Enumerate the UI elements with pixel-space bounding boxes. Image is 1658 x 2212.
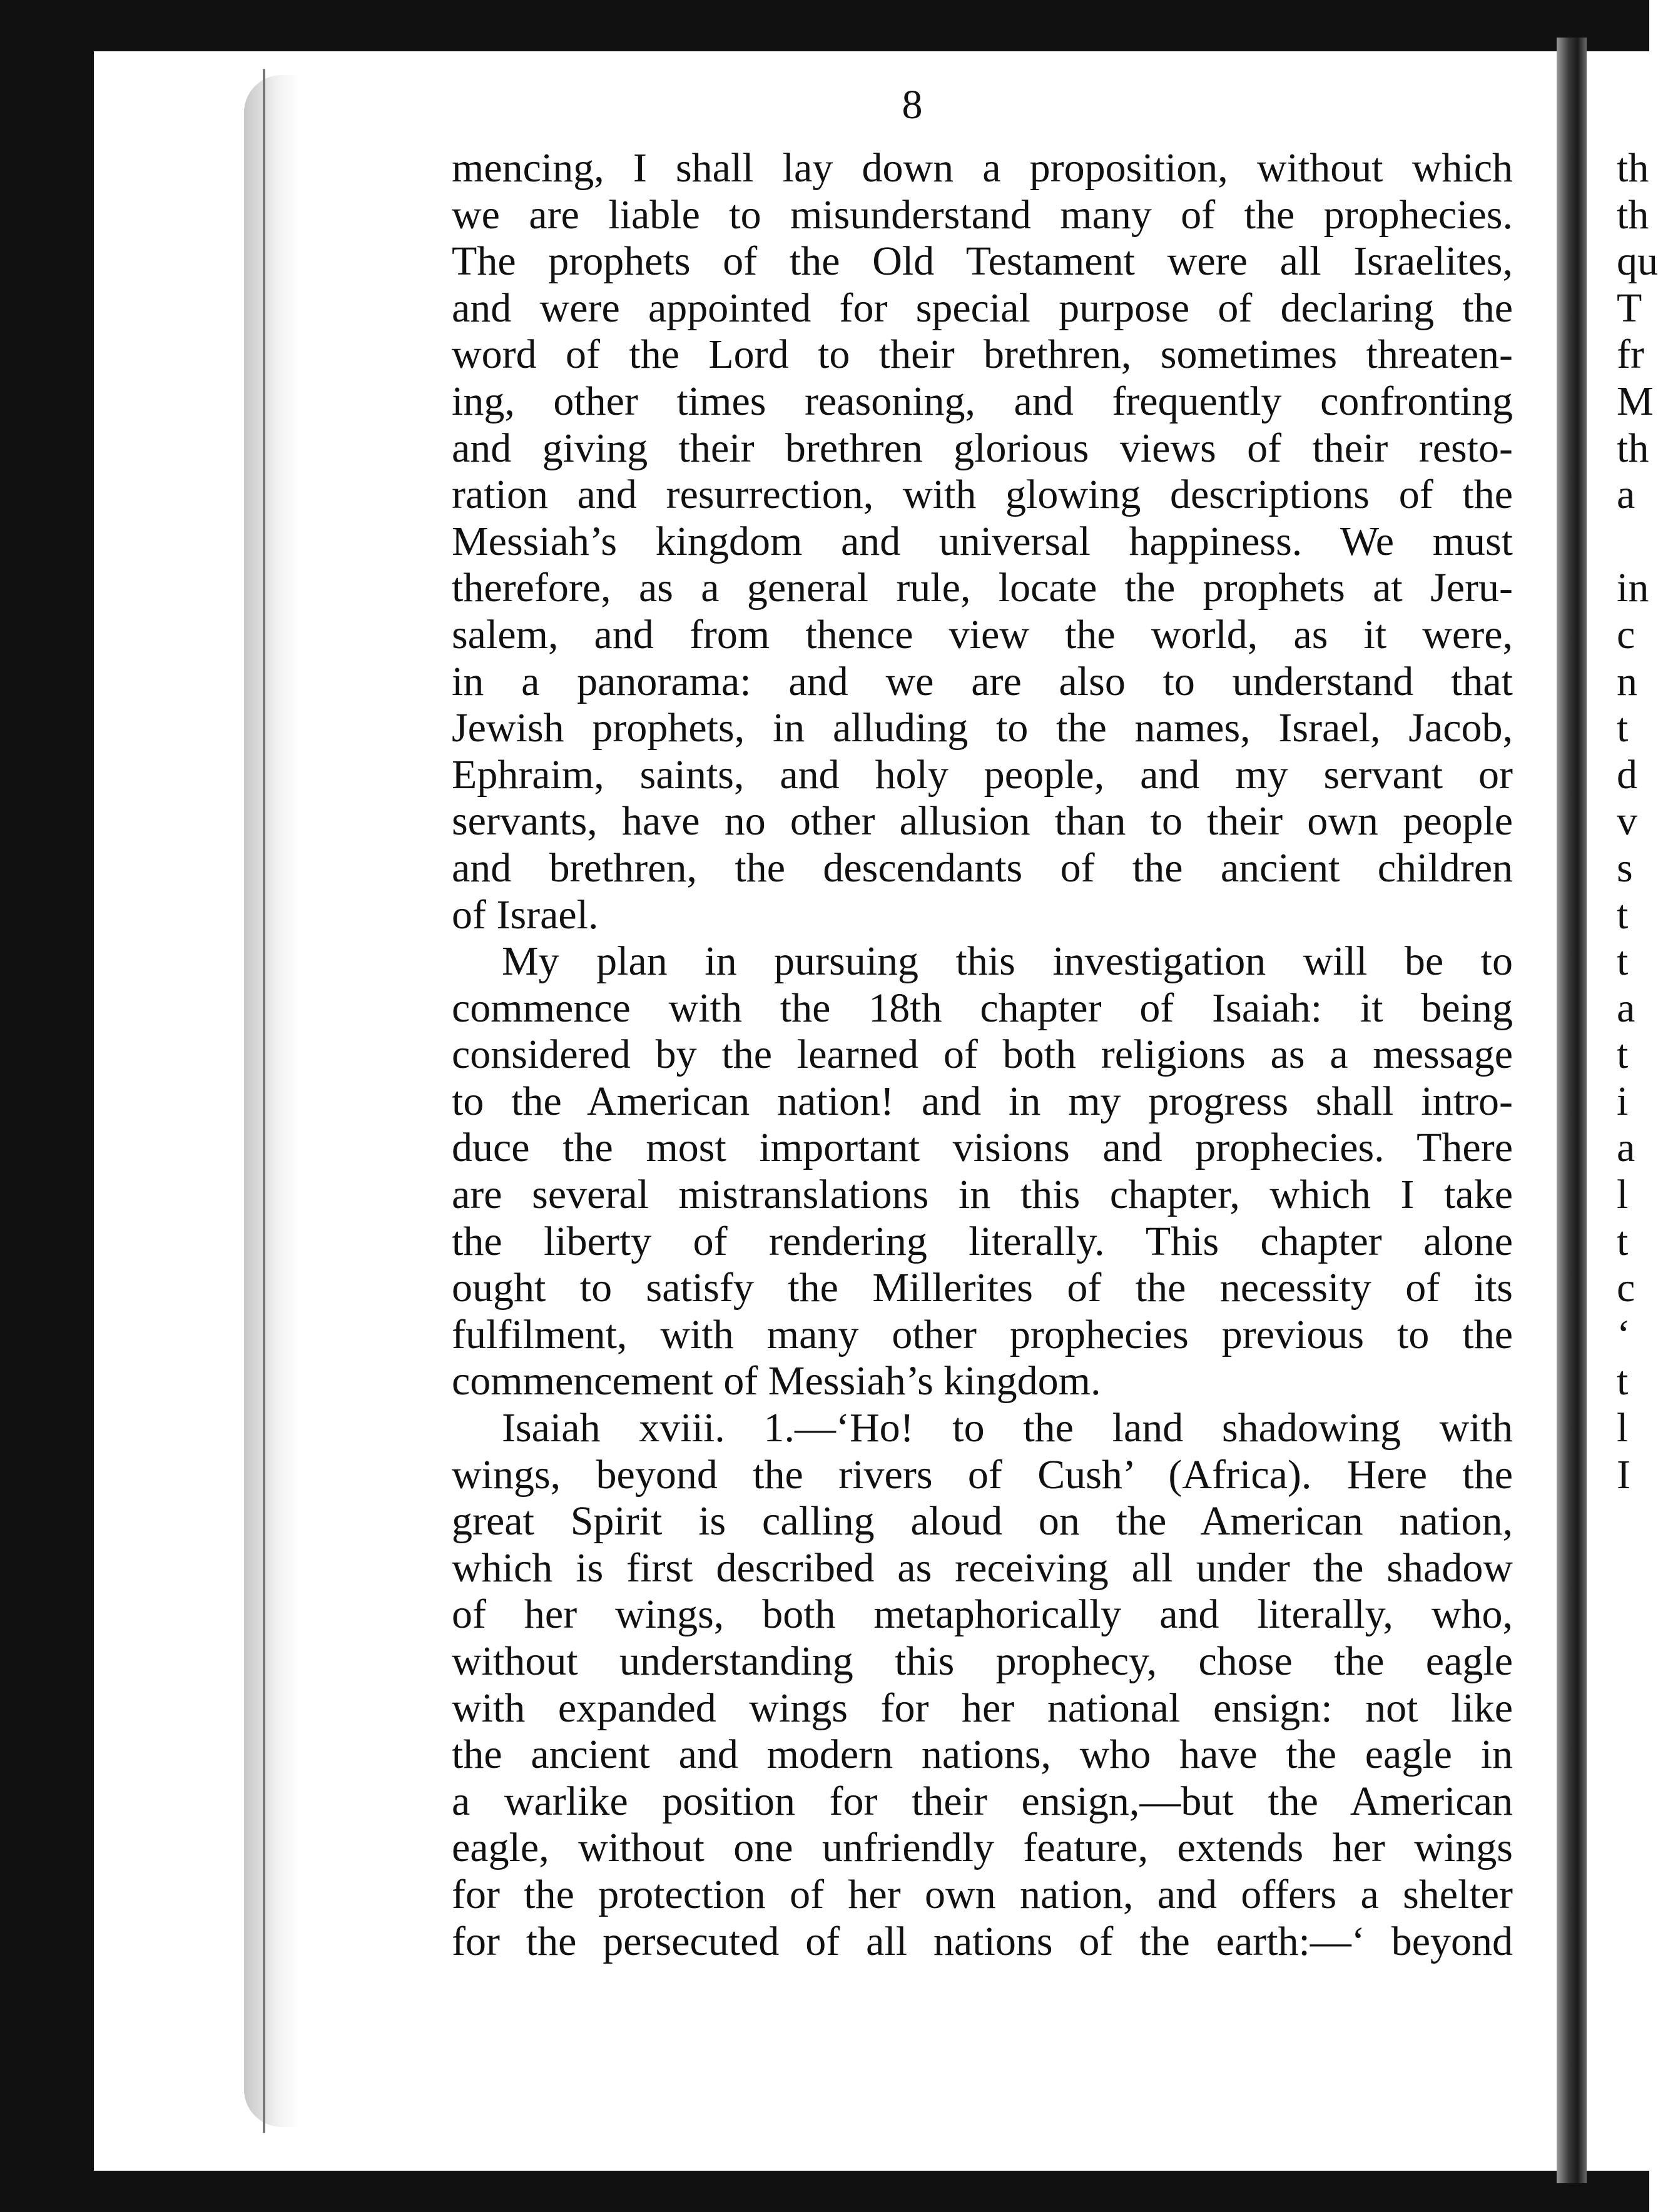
facing-page-fragment [1617, 1685, 1654, 1732]
text-line: commencement of Messiah’s kingdom. [452, 1358, 1101, 1404]
text-line: Jewish prophets, in alluding to the names, Israel, Jacob, [452, 705, 1513, 751]
facing-page-fragment: th [1617, 145, 1649, 191]
text-line: The prophets of the Old Testament were all Israelites, [452, 238, 1513, 285]
scan-border-left [0, 0, 94, 2212]
facing-page-fragment [1617, 1498, 1654, 1545]
text-line: in a panorama: and we are also to understand that [452, 658, 1513, 704]
facing-page-fragment: I [1617, 1451, 1630, 1498]
facing-page-fragment: l [1617, 1405, 1629, 1451]
facing-page-fragment: c [1617, 1265, 1635, 1311]
facing-page-fragment: t [1617, 1358, 1629, 1404]
text-line: salem, and from thence view the world, as it were, [452, 611, 1513, 657]
text-line: therefore, as a general rule, locate the prophets at Jeru- [452, 565, 1513, 611]
facing-page-fragment: i [1617, 1078, 1629, 1124]
facing-page-fragment: t [1617, 705, 1629, 751]
text-line: wings, beyond the rivers of Cush’ (Africa). Here the [452, 1451, 1513, 1498]
facing-page-fragment: t [1617, 1032, 1629, 1078]
facing-page-fragment [1617, 1778, 1654, 1825]
facing-page-fragment: l [1617, 1172, 1629, 1218]
text-line: Ephraim, saints, and holy people, and my servant or [452, 751, 1513, 798]
text-line: Messiah’s kingdom and universal happiness. We must [452, 518, 1513, 564]
scan-border-top [0, 0, 1649, 51]
facing-page-fragment: a [1617, 1125, 1635, 1171]
text-line: without understanding this prophecy, chose the eagle [452, 1638, 1513, 1684]
page-number: 8 [902, 82, 923, 128]
text-line: word of the Lord to their brethren, sometimes threaten- [452, 332, 1513, 378]
scan-border-bottom [0, 2171, 1649, 2212]
facing-page-fragment: M [1617, 378, 1654, 424]
facing-page-fragment [1617, 519, 1654, 566]
text-line: ration and resurrection, with glowing descriptions of the [452, 472, 1513, 518]
text-line: and were appointed for special purpose of declaring the [452, 285, 1513, 331]
text-line: servants, have no other allusion than to their own people [452, 798, 1513, 845]
facing-page-fragment: s [1617, 845, 1633, 891]
text-line: of Israel. [452, 891, 599, 938]
facing-page-text [1617, 145, 1658, 1965]
text-line: for the protection of her own nation, and offers a shelter [452, 1871, 1513, 1917]
facing-page-fragment [1617, 1545, 1654, 1592]
facing-page-fragment [1617, 1638, 1654, 1685]
facing-page-fragment [1617, 1872, 1654, 1919]
page-edge-shadow [244, 75, 300, 2127]
facing-page-fragment: t [1617, 891, 1629, 938]
text-line: Isaiah xviii. 1.—‘Ho! to the land shadowing with [502, 1405, 1513, 1451]
book-gutter [1557, 38, 1587, 2183]
facing-page-fragment: th [1617, 425, 1649, 471]
text-line: great Spirit is calling aloud on the American nation, [452, 1498, 1513, 1545]
facing-page-fragment: c [1617, 611, 1635, 657]
text-line: for the persecuted of all nations of the earth:—‘ beyond [452, 1918, 1513, 1964]
facing-page-fragment: v [1617, 798, 1637, 845]
facing-page-fragment [1617, 1732, 1654, 1778]
facing-page-fragment: fr [1617, 332, 1644, 378]
text-line: commence with the 18th chapter of Isaiah: it being [452, 985, 1513, 1031]
text-line: we are liable to misunderstand many of the prophecies. [452, 191, 1513, 238]
facing-page-fragment: t [1617, 1218, 1629, 1264]
facing-page-fragment: d [1617, 751, 1637, 798]
facing-page-fragment: n [1617, 658, 1637, 704]
facing-page-fragment: th [1617, 191, 1649, 238]
text-line: a warlike position for their ensign,—but the American [452, 1778, 1513, 1824]
text-line: the ancient and modern nations, who have the eagle in [452, 1732, 1513, 1778]
facing-page-fragment: ‘ [1617, 1311, 1630, 1357]
facing-page-fragment: in [1617, 565, 1649, 611]
text-line: fulfilment, with many other prophecies previous to the [452, 1311, 1513, 1357]
facing-page-fragment [1617, 1825, 1654, 1872]
text-line: and giving their brethren glorious views of their resto- [452, 425, 1513, 471]
page-fold-line [263, 69, 265, 2133]
text-line: ing, other times reasoning, and frequently confronting [452, 378, 1513, 424]
facing-page-fragment: a [1617, 985, 1635, 1031]
text-line: ought to satisfy the Millerites of the necessity of its [452, 1265, 1513, 1311]
text-line: of her wings, both metaphorically and literally, who, [452, 1591, 1513, 1638]
facing-page-fragment: a [1617, 472, 1635, 518]
text-line: which is first described as receiving all under the shadow [452, 1545, 1513, 1591]
facing-page-fragment: qu [1617, 238, 1658, 285]
text-line: mencing, I shall lay down a proposition, without which [452, 145, 1513, 191]
text-line: are several mistranslations in this chapter, which I take [452, 1172, 1513, 1218]
text-line: My plan in pursuing this investigation will be to [502, 938, 1513, 985]
text-line: duce the most important visions and prophecies. There [452, 1125, 1513, 1171]
page-body-text [452, 145, 1513, 1965]
text-line: considered by the learned of both religions as a message [452, 1032, 1513, 1078]
facing-page-fragment [1617, 1591, 1654, 1638]
facing-page-fragment [1617, 1919, 1654, 1966]
text-line: eagle, without one unfriendly feature, extends her wings [452, 1825, 1513, 1871]
text-line: with expanded wings for her national ensign: not like [452, 1685, 1513, 1731]
text-line: the liberty of rendering literally. This chapter alone [452, 1218, 1513, 1264]
facing-page-fragment: t [1617, 938, 1629, 985]
text-line: and brethren, the descendants of the ancient children [452, 845, 1513, 891]
facing-page-fragment: T [1617, 285, 1642, 331]
text-line: to the American nation! and in my progress shall intro- [452, 1078, 1513, 1124]
